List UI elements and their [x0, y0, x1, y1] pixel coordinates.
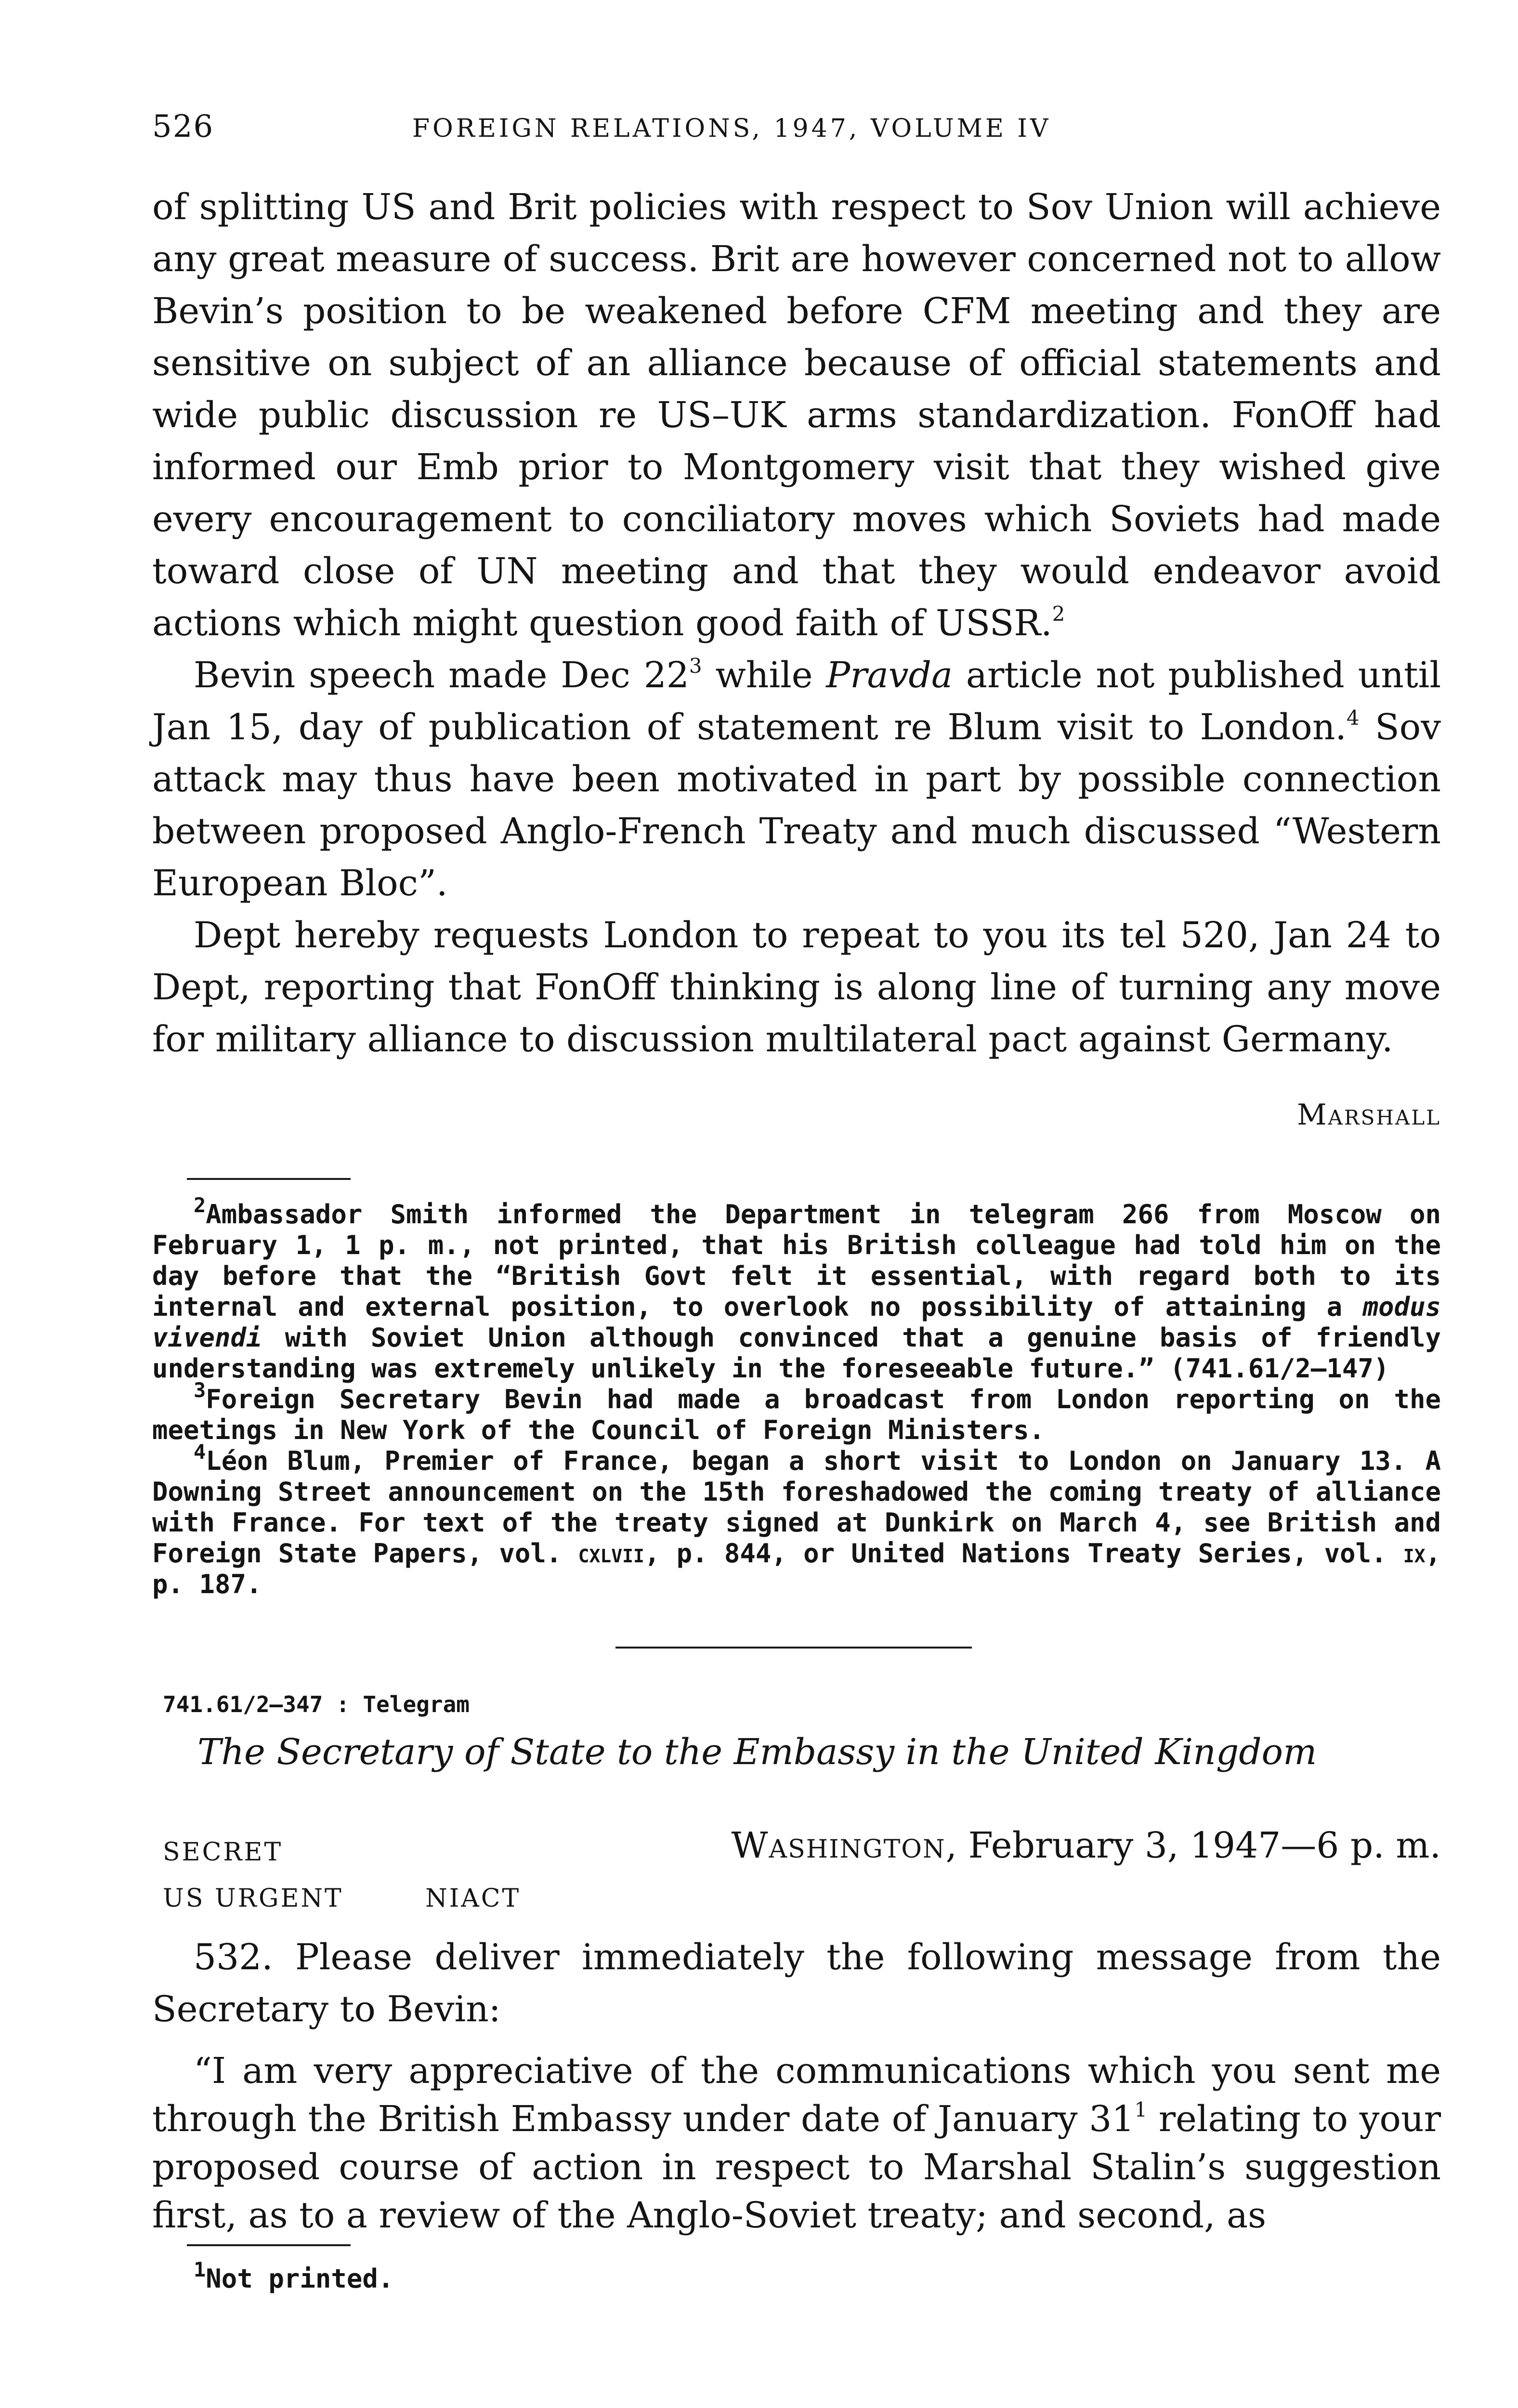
bottom-footnote-divider [187, 2244, 351, 2246]
signature: Marshall [1297, 1098, 1441, 1132]
dateline [731, 1821, 1441, 1870]
priority-line [163, 1884, 596, 1913]
page-number: 526 [152, 109, 214, 144]
page-header [152, 105, 1441, 148]
section-divider [615, 1647, 972, 1649]
file-reference: 741.61/2–347 : Telegram [163, 1691, 470, 1717]
telegram-text [152, 1931, 1441, 2035]
continuation-paragraph-1: of splitting US and Brit policies with respect to Sov Union will achieve any great measure of success. Brit are however concerned not to allow Bevin’s position to be weakened before CFM meeting and they are sensitive on subject of an alliance because of official statements and wide public discussion re US–UK arms standardization. FonOff had informed our Emb prior to Montgomery visit that they wished give every encouragement to conciliatory moves which Soviets had made toward close of UN meeting and that they would endeavor avoid actions which might question good faith of USSR.$^2$ [152, 186, 1441, 644]
footnote-ref-2: 2 [1052, 602, 1065, 626]
footnote-ref-1: 1 [1134, 2098, 1148, 2122]
footnote-1: $^1$Not printed. [194, 2258, 394, 2294]
document-heading: The Secretary of State to the Embassy in the United Kingdom [197, 1731, 1317, 1773]
footnote-divider [187, 1178, 351, 1180]
footnote-ref-3: 3 [689, 654, 702, 678]
classification-label: SECRET [163, 1838, 283, 1867]
continuation-paragraph-2: Bevin speech made Dec $22^3$ while Pravda article not published until Jan 15, day of publication of statement re Blum visit to London.$^4$ Sov attack may thus have been motivated in part by possible connection between proposed Anglo-French Treaty and much discussed “Western European Bloc”. [152, 654, 1441, 904]
footnote-3: $^3$Foreign Secretary Bevin had made a broadcast from London reporting on the meetings in New York of the Council of Foreign Ministers. [152, 1378, 1441, 1445]
footnotes-block [152, 1193, 1441, 1600]
footnote-2: $^2$Ambassador Smith informed the Department in telegram 266 from Moscow on February 1, 1 p. m., not printed, that his British colleague had told him on the day before that the “British Govt felt it essential, with regard both to its internal and external position, to overlook no possibility of attaining a modus vivendi with Soviet Union although convinced that a genuine basis of friendly understanding was extremely unlikely in the foreseeable future.” (741.61/2–147) [152, 1193, 1441, 1384]
priority-us-urgent: US URGENT [163, 1884, 343, 1913]
dateline-date: , February 3, 1947—6 p. m. [945, 1825, 1441, 1866]
priority-niact: NIACT [425, 1884, 521, 1913]
footnote-4: $^4$Léon Blum, Premier of France, began a short visit to London on January 13. A Downing Street announcement on the 15th foreshadowed the coming treaty of alliance with France. For text of the treaty signed at Dunkirk on March 4, see British and Foreign State Papers, vol. cxlvii, p. 844, or United Nations Treaty Series, vol. ix, p. 187. [152, 1440, 1441, 1599]
pravda-italic: Pravda [826, 654, 953, 696]
dateline-place: Washington [731, 1825, 946, 1866]
telegram-paragraph-1: 532. Please deliver immediately the following message from the Secretary to Bevin: [152, 1937, 1441, 2030]
continuation-text [152, 181, 1441, 1065]
telegram-paragraph-2: “I am very appreciative of the communications which you sent me through the British Embassy under date of January $31^1$ relating to your proposed course of action in respect to Marshal Stalin’s suggestion first, as to a review of the Anglo-Soviet treaty; and second, as [152, 2050, 1441, 2236]
telegram-message [152, 2047, 1441, 2239]
continuation-paragraph-3: Dept hereby requests London to repeat to you its tel 520, Jan 24 to Dept, reporting that FonOff thinking is along line of turning any move for military alliance to discussion multilateral pact against Germany. [152, 915, 1441, 1060]
running-title: FOREIGN RELATIONS, 1947, VOLUME IV [412, 114, 1051, 143]
bottom-footnotes [152, 2258, 1441, 2294]
footnote-ref-4: 4 [1346, 706, 1360, 730]
